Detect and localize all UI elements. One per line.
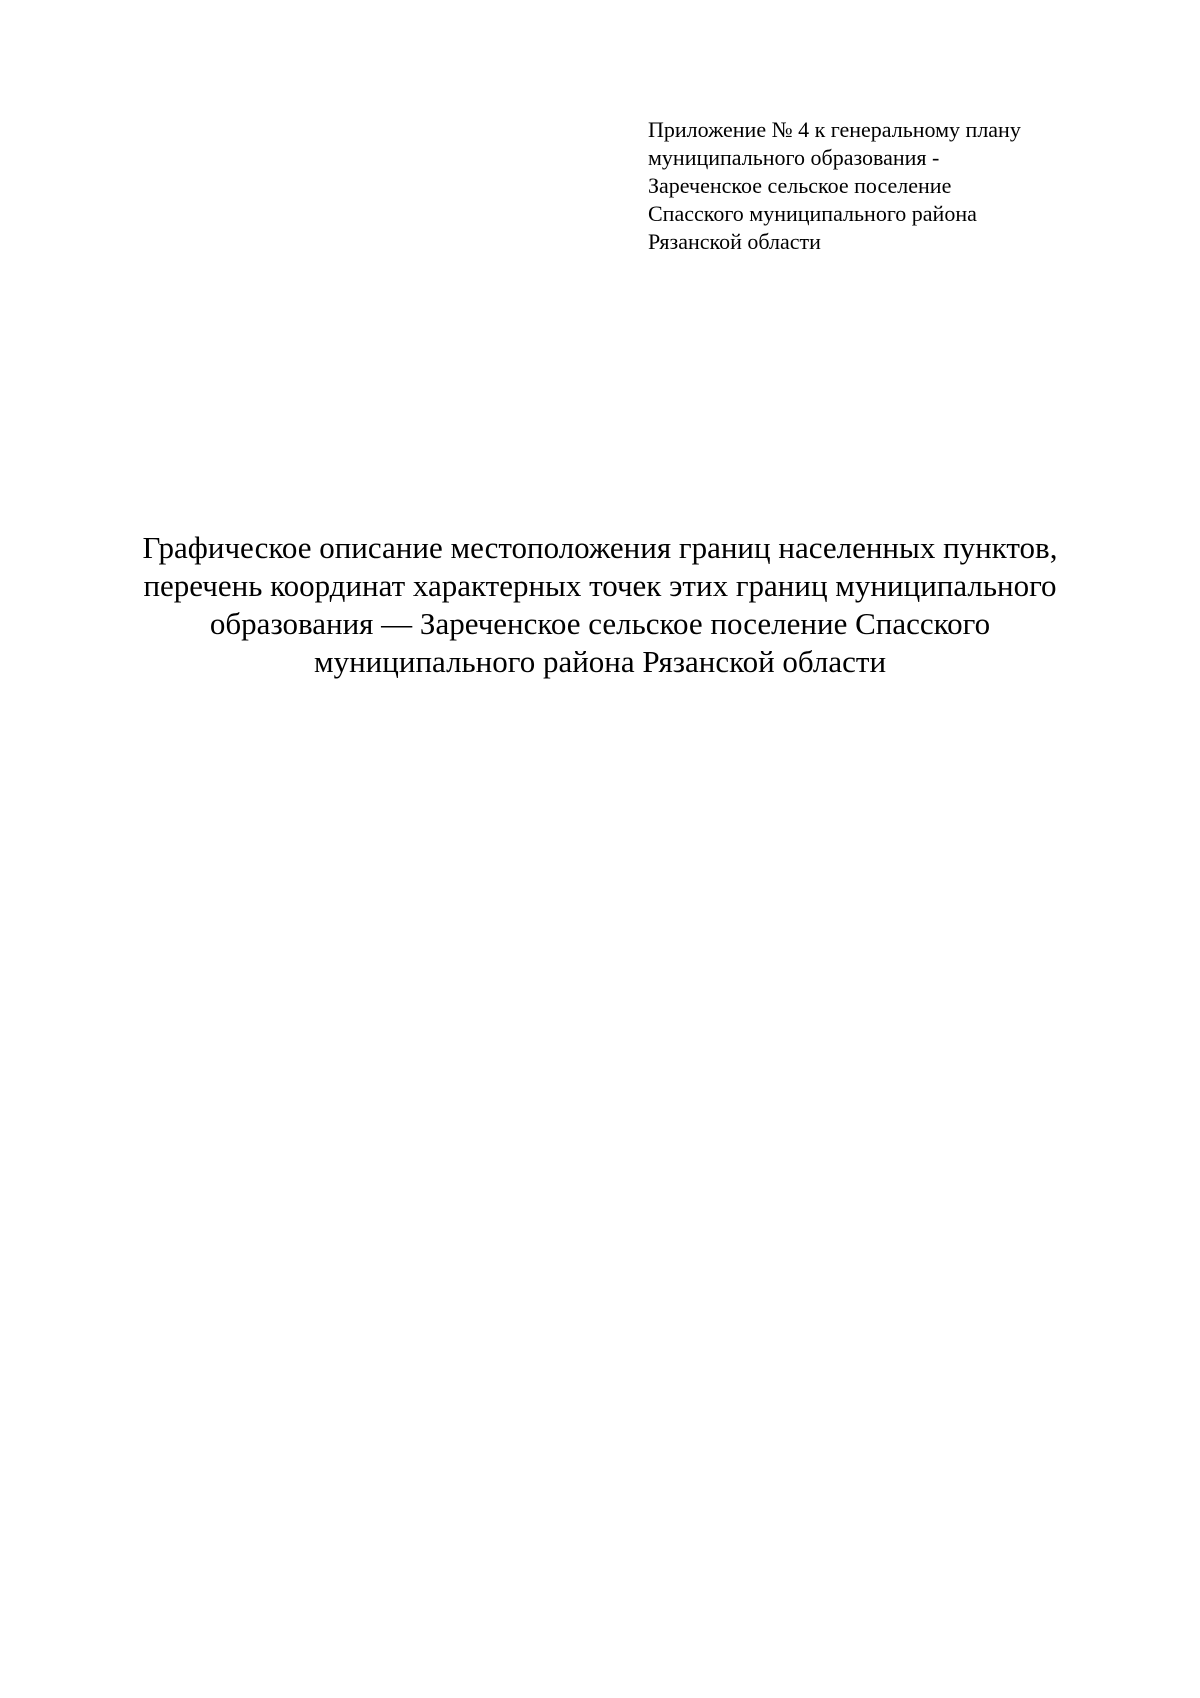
title-line: Графическое описание местоположения границ населенных пунктов, bbox=[142, 530, 1058, 565]
annex-line: Приложение № 4 к генеральному плану bbox=[648, 117, 1021, 142]
annex-line: муниципального образования - bbox=[648, 145, 940, 170]
title-line: перечень координат характерных точек этих границ муниципального bbox=[143, 568, 1057, 603]
annex-line: Рязанской области bbox=[648, 229, 821, 254]
annex-header bbox=[648, 116, 1128, 256]
annex-line: Зареченское сельское поселение bbox=[648, 173, 952, 198]
document-title bbox=[100, 529, 1100, 681]
title-line: муниципального района Рязанской области bbox=[313, 644, 887, 679]
title-line: образования — Зареченское сельское поселение Спасского bbox=[209, 606, 991, 641]
annex-line: Спасского муниципального района bbox=[648, 201, 977, 226]
